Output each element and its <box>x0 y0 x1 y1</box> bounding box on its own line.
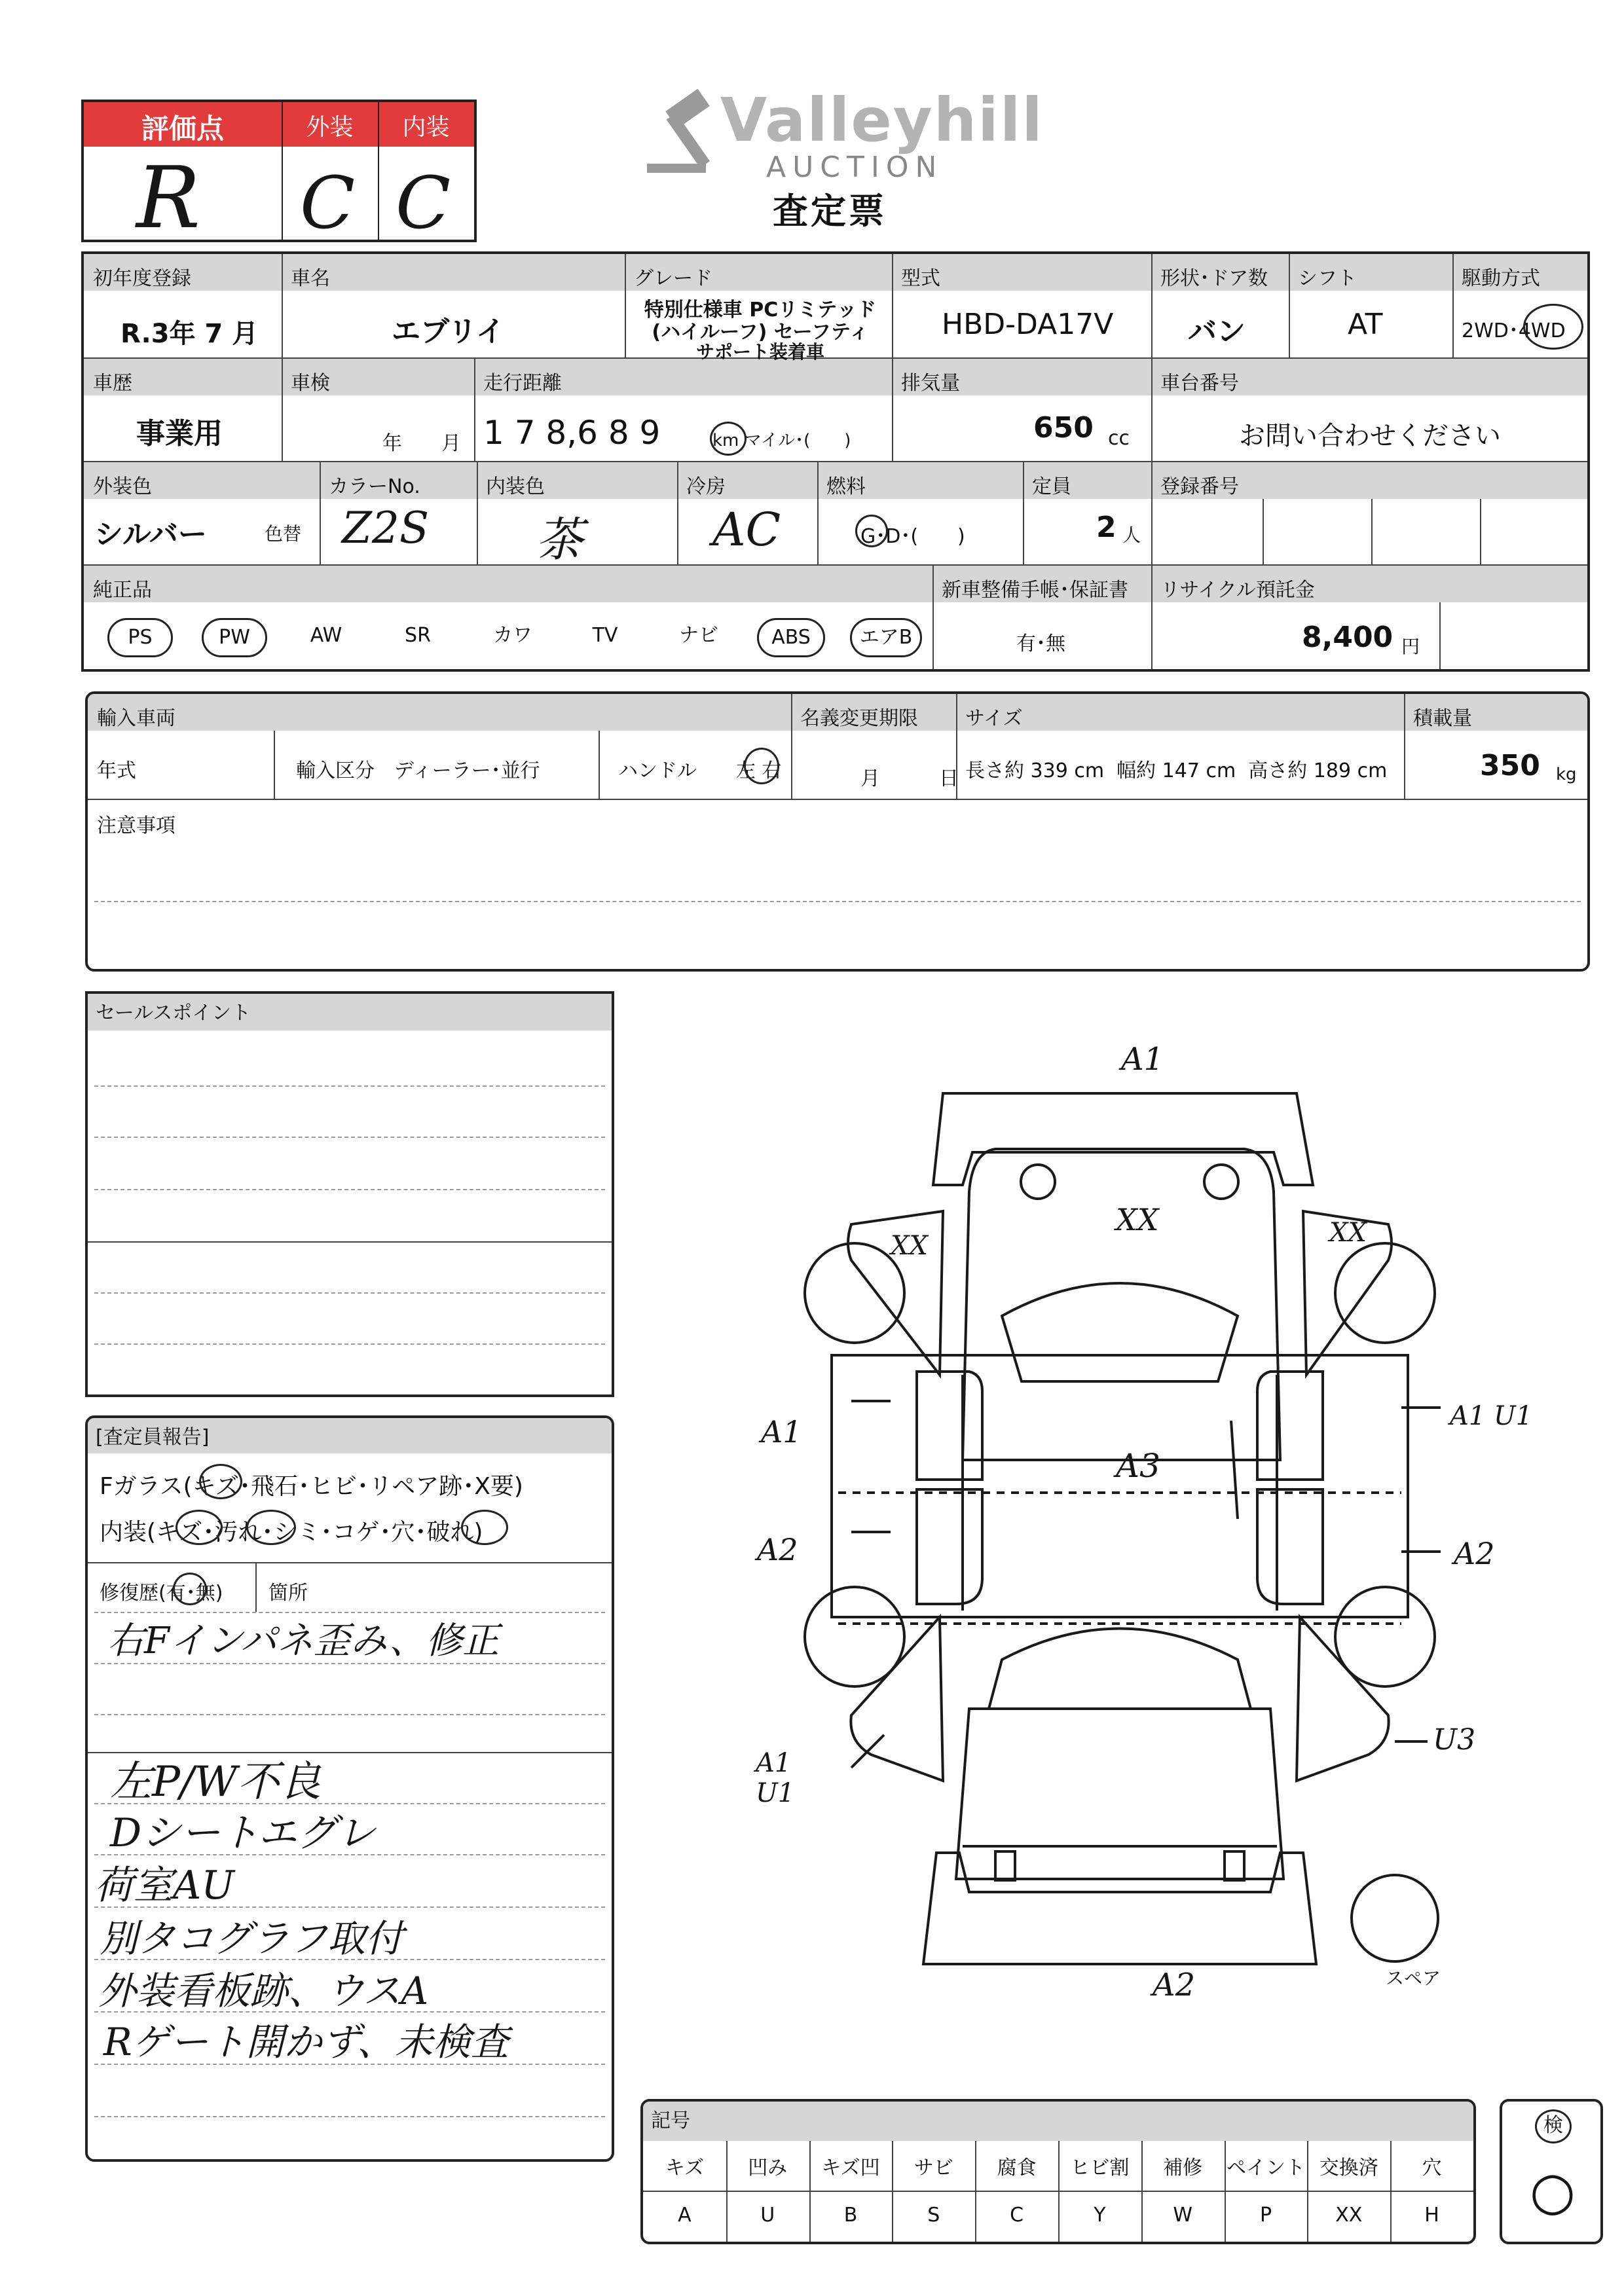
legend-code: B <box>843 2204 858 2227</box>
ac-value: AC <box>712 503 781 556</box>
body-value: バン <box>1188 315 1246 348</box>
ext-color-value: シルバー <box>94 518 207 551</box>
option-aw: AW <box>310 624 342 647</box>
mark-left-quarter: A1 U1 <box>756 1748 795 1808</box>
ken-box <box>1500 2099 1603 2244</box>
ac-label: 冷房 <box>686 475 726 498</box>
grade-box <box>81 100 477 247</box>
interior-yogore-circle <box>246 1510 296 1545</box>
car-name-value: エブリイ <box>392 315 505 348</box>
handle: ハンドル 左 右 <box>618 759 782 782</box>
mark-right-fender: XX <box>1329 1218 1367 1248</box>
glass-line: Fガラス(キズ･飛石･ヒビ･リペア跡･X要) <box>100 1473 523 1500</box>
sales-point-label: セールスポイント <box>88 994 612 1030</box>
option-tv: TV <box>592 624 618 647</box>
repair-yes-circle <box>173 1573 207 1605</box>
legend-name: ペイント <box>1226 2157 1305 2179</box>
int-color-label: 内装色 <box>486 475 545 498</box>
mark-left-front-door: A1 <box>761 1414 802 1449</box>
displacement-label: 排気量 <box>901 372 960 395</box>
ext-color-label: 外装色 <box>93 475 152 498</box>
inspector-report-box <box>85 1415 614 2162</box>
chassis-label: 車台番号 <box>1160 372 1239 395</box>
legend-name: キズ凹 <box>821 2157 880 2179</box>
legend-code: Y <box>1094 2204 1106 2227</box>
shift-value: AT <box>1348 308 1383 341</box>
capacity-unit: 人 <box>1122 524 1141 546</box>
color-no-value: Z2S <box>342 503 430 553</box>
color-no-label: カラーNo. <box>329 475 420 498</box>
displacement-value: 650 <box>1033 411 1094 445</box>
options-label: 純正品 <box>93 579 152 602</box>
mark-hood: XX <box>1116 1202 1159 1237</box>
grade-line-1: 特別仕様車 PCリミテッド <box>644 299 877 321</box>
note-4: 別タコグラフ取付 <box>100 1916 404 1961</box>
mark-right-quarter: U3 <box>1433 1723 1476 1757</box>
legend-code: C <box>1010 2204 1024 2227</box>
fuel-value: G･D･( ) <box>860 525 965 548</box>
fuel-g-circle <box>855 515 888 547</box>
reg-no-label: 登録番号 <box>1160 475 1239 498</box>
load-value: 350 <box>1480 749 1540 782</box>
int-color-value: 茶 <box>536 512 583 567</box>
car-outline-diagram <box>720 1034 1545 2056</box>
mark-rear-bumper: A2 <box>1153 1967 1196 2003</box>
option-kawa: カワ <box>493 624 532 647</box>
drive-value: 2WD･4WD <box>1462 319 1566 342</box>
capacity-value: 2 <box>1096 511 1116 544</box>
manual-value: 有･無 <box>1016 632 1065 655</box>
note-5: 外装看板跡、ウスA <box>98 1969 429 2013</box>
size-value: 長さ約 339 cm 幅約 147 cm 高さ約 189 cm <box>965 759 1388 782</box>
int-grade: C <box>396 161 451 245</box>
history-label: 車歴 <box>93 372 132 395</box>
legend-name: サビ <box>913 2157 953 2179</box>
interior-kizu-circle <box>175 1510 223 1545</box>
import-section <box>85 691 1590 972</box>
notes-label: 注意事項 <box>97 814 175 837</box>
drive-label: 駆動方式 <box>1462 267 1540 290</box>
location-label: 箇所 <box>268 1582 308 1605</box>
mark-roof: A3 <box>1116 1447 1160 1485</box>
size-label: サイズ <box>965 707 1023 730</box>
mark-left-fender: XX <box>891 1231 928 1261</box>
mark-right-rear-door: A2 <box>1454 1536 1495 1571</box>
fuel-label: 燃料 <box>826 475 866 498</box>
legend-name: 穴 <box>1422 2157 1442 2179</box>
legend-name: 腐食 <box>997 2157 1037 2179</box>
load-unit: kg <box>1556 765 1577 784</box>
first-reg-label: 初年度登録 <box>93 267 191 290</box>
first-reg-value: R.3年 7 月 <box>120 319 259 349</box>
legend-box <box>640 2099 1476 2244</box>
mark-left-rear-door: A2 <box>757 1532 798 1567</box>
year-label: 年式 <box>97 759 136 782</box>
spare-label: スペア <box>1386 1967 1441 1989</box>
km-circle <box>710 422 747 456</box>
displacement-unit: cc <box>1108 427 1130 450</box>
mileage-unit: km マイル･( ) <box>712 431 851 450</box>
inspection-value: 年 月 <box>382 432 461 455</box>
inspector-label: [査定員報告] <box>88 1418 612 1453</box>
mileage-label: 走行距離 <box>483 372 562 395</box>
interior-line: 内装(キズ･汚れ･シミ･コゲ･穴･破れ) <box>100 1519 483 1546</box>
option-abs: ABS <box>757 618 825 657</box>
legend-name: 交換済 <box>1319 2157 1378 2179</box>
drive-4wd-circle <box>1523 304 1583 350</box>
color-change: 色替 <box>265 523 302 545</box>
ken-mark: ○ <box>1530 2160 1576 2221</box>
sales-point-box <box>85 991 614 1397</box>
legend-name: 凹み <box>748 2157 788 2179</box>
logo <box>635 85 1044 232</box>
eval-label: 評価点 <box>141 113 224 145</box>
note-2: Dシートエグレ <box>110 1810 376 1856</box>
eval-grade: R <box>136 148 200 247</box>
import-label: 輸入車両 <box>97 707 175 730</box>
vehicle-diagram <box>720 1034 1545 2056</box>
grade-line-2: (ハイルーフ) セーフティ <box>652 321 869 344</box>
legend-code: S <box>927 2204 940 2227</box>
recycle-label: リサイクル預託金 <box>1160 579 1315 602</box>
name-change-value: 月 日 <box>860 767 959 790</box>
legend-code: P <box>1259 2204 1272 2227</box>
interior-yabure-circle <box>461 1510 508 1545</box>
option-ps: PS <box>107 618 173 657</box>
shift-label: シフト <box>1298 267 1357 290</box>
legend-code: XX <box>1335 2204 1363 2227</box>
legend-name: 補修 <box>1163 2157 1203 2179</box>
legend-code: A <box>678 2204 692 2227</box>
legend-label: 記号 <box>643 2102 1473 2141</box>
option-pw: PW <box>202 618 267 657</box>
body-label: 形状･ドア数 <box>1160 267 1268 290</box>
repair-label: 修復歴(有･無) <box>100 1582 223 1605</box>
logo-sub: AUCTION <box>766 151 944 184</box>
note-6: Rゲート開かず、未検査 <box>103 2020 509 2064</box>
sheet-title: 査定票 <box>773 191 887 232</box>
model-value: HBD-DA17V <box>942 308 1114 341</box>
capacity-label: 定員 <box>1032 475 1071 498</box>
history-value: 事業用 <box>136 417 223 450</box>
car-name-label: 車名 <box>291 267 330 290</box>
inspection-label: 車検 <box>291 372 330 395</box>
grade-line-3: サポート装着車 <box>695 341 824 363</box>
repair-note: 右Fインパネ歪み、修正 <box>107 1620 500 1662</box>
option-airbag: エアB <box>850 618 922 657</box>
legend-code: U <box>760 2204 775 2227</box>
chassis-value: お問い合わせください <box>1239 421 1501 451</box>
manual-label: 新車整備手帳･保証書 <box>942 579 1128 602</box>
mark-right-front-door: A1 U1 <box>1450 1401 1533 1431</box>
note-1: 左P/W不良 <box>110 1758 322 1806</box>
mileage-value: 1 7 8,6 8 9 <box>483 414 661 452</box>
option-navi: ナビ <box>679 624 718 647</box>
ext-grade: C <box>300 161 356 245</box>
ext-label: 外装 <box>306 114 354 141</box>
grade-label: グレード <box>634 267 712 290</box>
vehicle-info-table <box>81 251 1590 672</box>
legend-code: H <box>1424 2204 1439 2227</box>
int-label: 内装 <box>402 114 450 141</box>
handle-right-circle <box>744 748 779 784</box>
model-label: 型式 <box>901 267 940 290</box>
recycle-value: 8,400 <box>1302 621 1393 654</box>
logo-name: Valleyhill <box>720 85 1044 155</box>
option-sr: SR <box>405 624 431 647</box>
ken-label: 検 <box>1535 2109 1572 2143</box>
import-type: 輸入区分 ディーラー･並行 <box>296 759 540 782</box>
glass-kizu-circle <box>199 1464 242 1499</box>
legend-code: W <box>1173 2204 1193 2227</box>
legend-name: キズ <box>665 2157 705 2179</box>
legend-name: ヒビ割 <box>1070 2157 1130 2179</box>
note-3: 荷室AU <box>94 1863 234 1908</box>
name-change-label: 名義変更期限 <box>800 707 918 730</box>
mark-front-bumper: A1 <box>1121 1041 1164 1078</box>
recycle-unit: 円 <box>1401 636 1420 657</box>
load-label: 積載量 <box>1413 707 1472 730</box>
